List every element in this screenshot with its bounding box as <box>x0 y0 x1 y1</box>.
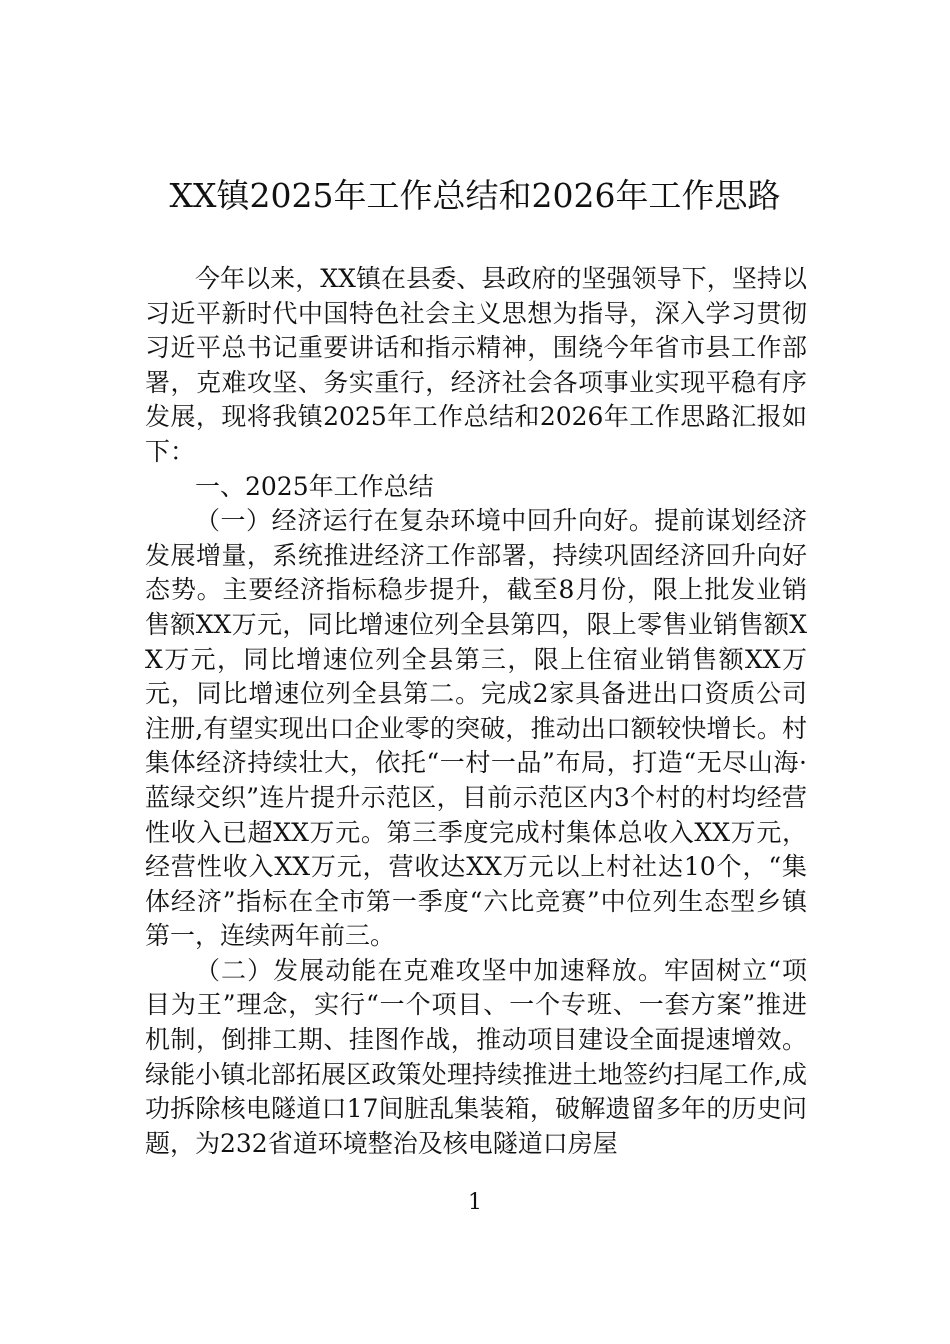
page-number: 1 <box>468 1190 482 1215</box>
intro-paragraph: 今年以来，XX镇在县委、县政府的坚强领导下，坚持以习近平新时代中国特色社会主义思想为指导，深入学习贯彻习近平总书记重要讲话和指示精神，围绕今年省市县工作部署，克难攻坚、务实重行，经济社会各项事业实现平稳有序发展，现将我镇2025年工作总结和2026年工作思路汇报如下： <box>145 264 807 466</box>
section-heading: 一、2025年工作总结 <box>195 471 434 501</box>
paragraph-momentum: （二）发展动能在克难攻坚中加速释放。牢固树立“项目为王”理念，实行“一个项目、一个专班、一套方案”推进机制，倒排工期、挂图作战，推动项目建设全面提速增效。绿能小镇北部拓展区政策处理持续推进土地签约扫尾工作,成功拆除核电隧道口17间脏乱集装箱，破解遗留多年的历史问题，为232省道环境整治及核电隧道口房屋 <box>145 955 807 1158</box>
document-body <box>145 262 807 1161</box>
paragraph-economy: （一）经济运行在复杂环境中回升向好。提前谋划经济发展增量，系统推进经济工作部署，持续巩固经济回升向好态势。主要经济指标稳步提升，截至8月份，限上批发业销售额XX万元，同比增速位列全县第四，限上零售业销售额XX万元，同比增速位列全县第三，限上住宿业销售额XX万元，同比增速位列全县第二。完成2家具备进出口资质公司注册,有望实现出口企业零的突破，推动出口额较快增长。村集体经济持续壮大，依托“一村一品”布局，打造“无尽山海·蓝绿交织”连片提升示范区，目前示范区内3个村的村均经营性收入已超XX万元。第三季度完成村集体总收入XX万元，经营性收入XX万元，营收达XX万元以上村社达10个，“集体经济”指标在全市第一季度“六比竞赛”中位列生态型乡镇第一，连续两年前三。 <box>145 506 807 951</box>
document-title: XX镇2025年工作总结和2026年工作思路 <box>169 176 781 215</box>
